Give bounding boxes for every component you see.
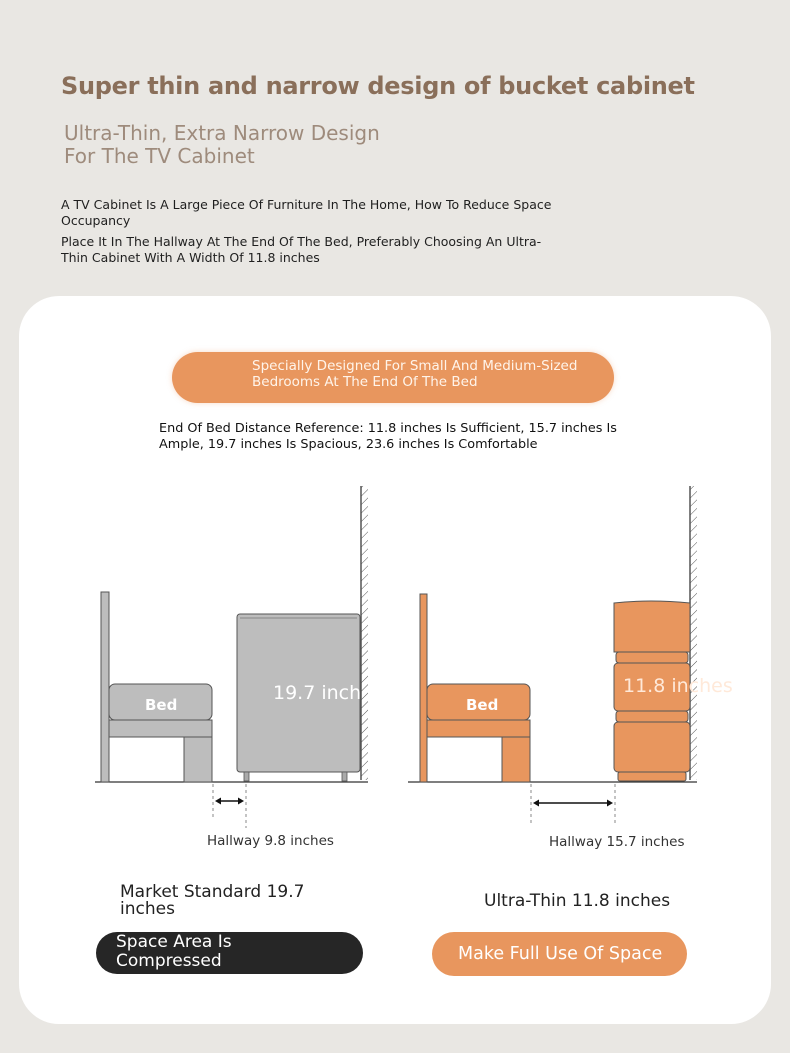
hallway-label-ultrathin: Hallway 15.7 inches	[549, 834, 685, 850]
hallway-indicator-ultrathin	[531, 784, 615, 826]
intro-text-2: Place It In The Hallway At The End Of The Bed, Preferably Choosing An Ultra-Thin Cabinet With A Width Of 11.8 inches	[61, 234, 542, 265]
page-title: Super thin and narrow design of bucket cabinet	[61, 72, 695, 100]
full-use-of-space-button[interactable]	[432, 932, 687, 976]
badge-text: Specially Designed For Small And Medium-Sized Bedrooms At The End Of The Bed	[252, 358, 578, 390]
page-subtitle: Ultra-Thin, Extra Narrow Design For The TV Cabinet	[64, 121, 380, 168]
wall-right-scene	[690, 486, 697, 780]
bed-label-standard: Bed	[145, 696, 178, 714]
space-compressed-label: Space Area Is Compressed	[116, 932, 232, 971]
intro-text-1: A TV Cabinet Is A Large Piece Of Furniture In The Home, How To Reduce Space Occupancy	[61, 197, 552, 228]
full-use-of-space-label: Make Full Use Of Space	[458, 944, 663, 964]
hallway-indicator-standard	[213, 784, 246, 828]
caption-ultrathin: Ultra-Thin 11.8 inches	[484, 891, 671, 911]
bed-ultrathin	[420, 594, 530, 782]
wall-left-scene	[361, 486, 368, 780]
hallway-label-standard: Hallway 9.8 inches	[207, 833, 334, 849]
bed-label-ultrathin: Bed	[466, 696, 499, 714]
distance-reference-text: End Of Bed Distance Reference: 11.8 inches Is Sufficient, 15.7 inches Is Ample, 19.7 inches Is Spacious, 23.6 inches Is Comfortable	[159, 421, 617, 452]
space-compressed-button[interactable]	[96, 932, 363, 974]
cabinet-width-label-standard: 19.7 inch	[273, 682, 362, 704]
ultrathin-layout	[408, 486, 733, 850]
caption-standard: Market Standard 19.7 inches	[120, 882, 305, 919]
standard-layout	[95, 486, 368, 849]
cabinet-width-label-ultrathin: 11.8 inches	[623, 675, 733, 697]
bed-standard	[101, 592, 212, 782]
